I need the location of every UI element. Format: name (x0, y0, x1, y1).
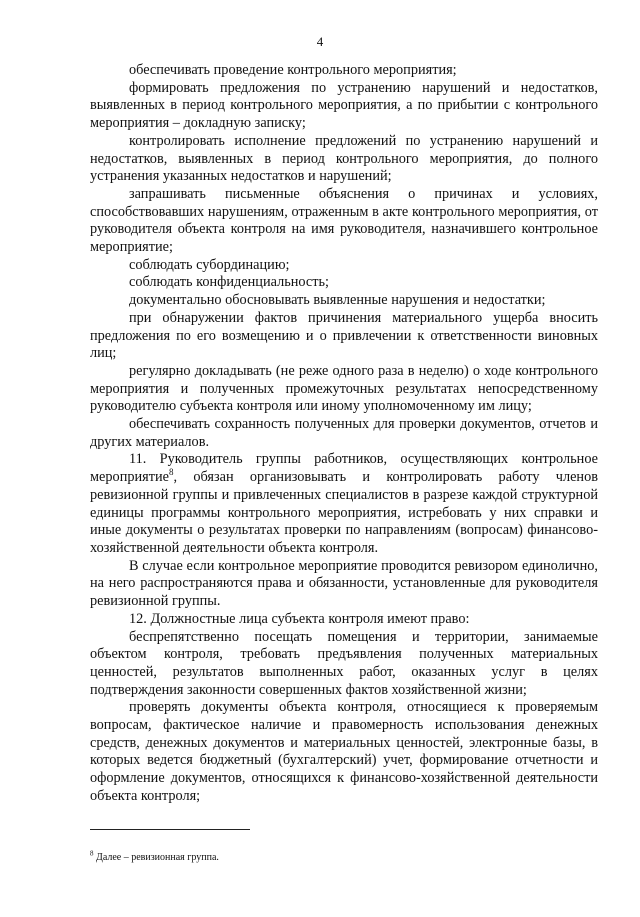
paragraph-duty-4: запрашивать письменные объяснения о причинах и условиях, способствовавших нарушениям, отраженным в акте контрольного мероприятия, от руководителя объекта контроля на имя руководителя, назначившего контрольное мероприятие; (90, 185, 598, 256)
paragraph-duty-5: соблюдать субординацию; (129, 256, 290, 273)
paragraph-duty-2: формировать предложения по устранению нарушений и недостатков, выявленных в период контрольного мероприятия, а по прибытии с контрольного мероприятия – докладную записку; (90, 79, 598, 132)
footnote (90, 851, 219, 864)
paragraph-12: 12. Должностные лица субъекта контроля имеют право: (129, 610, 470, 627)
paragraph-duty-10: обеспечивать сохранность полученных для проверки документов, отчетов и других материалов. (90, 416, 598, 450)
paragraph-right-2: проверять документы объекта контроля, относящиеся к проверяемым вопросам, фактическое наличие и правомерность использования денежных средств, денежных документов и материальных ценностей, электронные базы, в которых ведется бюджетный (бухгалтерский) учет, формирование отчетности и оформление документов, относящихся к финансово-хозяйственной деятельности объекта контроля; (90, 699, 598, 804)
paragraph-duty-9: регулярно докладывать (не реже одного раза в неделю) о ходе контрольного мероприятия и полученных промежуточных результатах непосредственному руководителю субъекта контроля или иному уполномоченному им лицу; (90, 362, 598, 415)
footnote-mark: 8 (90, 849, 94, 858)
footnote-divider (90, 829, 250, 830)
body-text (90, 62, 598, 806)
paragraph-duty-1: обеспечивать проведение контрольного мероприятия; (129, 62, 457, 78)
paragraph-duty-7: документально обосновывать выявленные нарушения и недостатки; (129, 292, 546, 309)
paragraph-single-auditor: В случае если контрольное мероприятие проводится ревизором единолично, на него распространяются права и обязанности, установленные для руководителя ревизионной группы. (90, 557, 598, 610)
footnote-text: Далее – ревизионная группа. (93, 852, 219, 863)
footnote-reference: 8 (168, 467, 174, 478)
paragraph-duty-6: соблюдать конфиденциальность; (129, 274, 329, 291)
paragraph-11-end: , обязан организовывать и контролировать работу членов ревизионной группы и привлеченных специалистов в разрезе каждой структурной единицы программы контрольного мероприятия, истребовать у них справки и иные документы о результатах проверки по направлениям (вопросам) финансово-хозяйственной деятельности объекта контроля. (90, 469, 598, 556)
paragraph-11 (90, 451, 598, 557)
paragraph-duty-8: при обнаружении фактов причинения материального ущерба вносить предложения по его возмещению и о привлечении к ответственности виновных лиц; (90, 309, 598, 362)
paragraph-11-start: 11. Руководитель группы работников, осуществляющих контрольное мероприятие (90, 451, 598, 486)
paragraph-duty-3: контролировать исполнение предложений по устранению нарушений и недостатков, выявленных в период контрольного мероприятия, до полного устранения указанных недостатков и нарушений; (90, 132, 598, 185)
paragraph-right-1: беспрепятственно посещать помещения и территории, занимаемые объектом контроля, требовать предъявления полученных материальных ценностей, результатов выполненных работ, оказанных услуг в целях подтверждения законности совершенных фактов хозяйственной жизни; (90, 628, 598, 698)
page-number: 4 (316, 34, 324, 49)
